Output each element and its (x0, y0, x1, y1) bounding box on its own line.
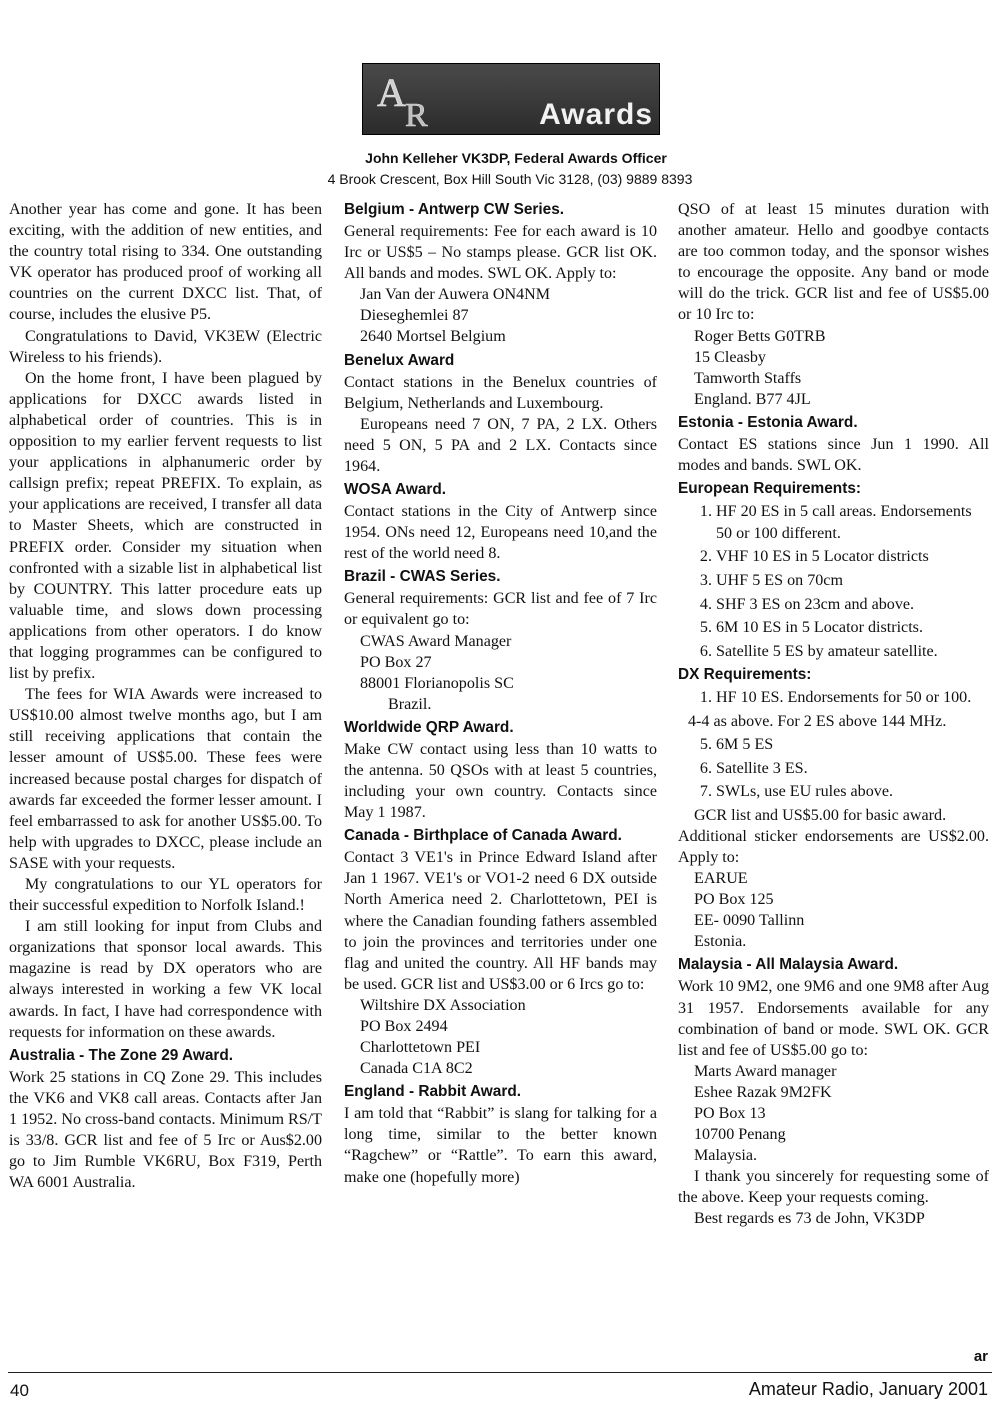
paragraph: Work 25 stations in CQ Zone 29. This includes the VK6 and VK8 call areas. Contacts after Jan 1 1952. No cross-band contacts. Minimum RS/T is 33/8. GCR list and fee of 5 Irc or Aus$2.00 go to Jim Rumble VK6RU, Box F319, Perth WA 6001 Australia. (9, 1068, 322, 1192)
magazine-issue: Amateur Radio, January 2001 (748, 1379, 988, 1399)
mailing-address (344, 995, 657, 1079)
address-line: Estonia. (694, 933, 747, 951)
mailing-address (344, 631, 657, 715)
footer-divider (8, 1372, 992, 1373)
award-heading: Canada - Birthplace of Canada Award. (344, 827, 622, 845)
paragraph: Work 10 9M2, one 9M6 and one 9M8 after Aug 31 1957. Endorsements available for any combination of band or mode. SWL OK. GCR list and fee of US$5.00 go to: (678, 978, 989, 1059)
address-line: Marts Award manager (694, 1062, 837, 1080)
address-line: 10700 Penang (694, 1126, 786, 1144)
page-number: 40 (10, 1381, 29, 1400)
svg-text:A: A (377, 70, 406, 115)
list-item: 7. SWLs, use EU rules above. (716, 781, 989, 803)
paragraph: Contact stations in the City of Antwerp since 1954. ONs need 12, Europeans need 10,and the rest of the world need 8. (344, 503, 657, 563)
address-line: EE- 0090 Tallinn (694, 912, 805, 930)
dx-requirements-list (678, 687, 989, 709)
address-line: PO Box 13 (694, 1104, 766, 1122)
mailing-address (678, 1061, 989, 1166)
award-heading: WOSA Award. (344, 481, 447, 499)
address-line: Roger Betts G0TRB (694, 327, 826, 345)
paragraph: The fees for WIA Awards were increased to US$10.00 almost twelve months ago, but I am still receiving applications that contain the lesser amount of US$5.00. These fees were increased because postal charges for dispatch of awards far exceeded the former lesser amount. I feel embarrassed to ask for another US$5.00. To help with upgrades to DXCC, please include an SASE with your requests. (9, 686, 322, 872)
paragraph: I am told that “Rabbit” is slang for talking for a long time, similar to the better known “Ragchew” or “Rattle”. To earn this award, make one (hopefully more) (344, 1105, 657, 1186)
address-line: 88001 Florianopolis SC (360, 674, 514, 692)
award-heading: England - Rabbit Award. (344, 1083, 521, 1101)
paragraph: On the home front, I have been plagued by applications for DXCC awards listed in alphabetical order of countries. This is in opposition to my earlier fervent requests to list your applications in alphanumeric order by callsign prefix; repeat PREFIX. To explain, as your applications are received, I transfer all data to Master Sheets, which are constructed in PREFIX order. Consider my situation when confronted with a sizable list in alphabetical list by COUNTRY. This latter procedure eats up valuable time, and slows down processing applications from other operators. I do know that logging programmes can be configured to list by prefix. (9, 369, 322, 683)
address-line: Charlottetown PEI (360, 1039, 481, 1057)
address-line: Wiltshire DX Association (360, 996, 526, 1014)
address-line: PO Box 2494 (360, 1018, 448, 1035)
address-line: EARUE (694, 870, 748, 888)
mailing-address (678, 868, 989, 952)
address-line: PO Box 27 (360, 653, 432, 671)
list-item: 6. Satellite 5 ES by amateur satellite. (716, 641, 989, 663)
address-line: Dieseghemlei 87 (360, 307, 469, 325)
list-item: 5. 6M 5 ES (716, 734, 989, 756)
mailing-address (678, 326, 989, 410)
award-heading: Worldwide QRP Award. (344, 718, 514, 736)
award-heading: Brazil - CWAS Series. (344, 568, 501, 586)
list-item: 2. VHF 10 ES in 5 Locator districts (716, 546, 989, 568)
author-address: 4 Brook Crescent, Box Hill South Vic 3128, (03) 9889 8393 (327, 171, 693, 187)
paragraph: I thank you sincerely for requesting some of the above. Keep your requests coming. (678, 1168, 989, 1207)
address-line: Eshee Razak 9M2FK (694, 1083, 832, 1101)
list-item: 5. 6M 10 ES in 5 Locator districts. (716, 617, 989, 639)
paragraph: GCR list and US$5.00 for basic award. (694, 806, 947, 824)
address-line: 15 Cleasby (694, 348, 766, 366)
ar-monogram-icon (371, 64, 451, 134)
award-heading: Estonia - Estonia Award. (678, 413, 858, 431)
award-heading: Malaysia - All Malaysia Award. (678, 956, 899, 974)
svg-text:R: R (405, 97, 428, 134)
paragraph: 4-4 as above. For 2 ES above 144 MHz. (688, 712, 947, 730)
author-byline: John Kelleher VK3DP, Federal Awards Officer (365, 150, 667, 166)
list-item: 4. SHF 3 ES on 23cm and above. (716, 594, 989, 616)
paragraph: Europeans need 7 ON, 7 PA, 2 LX. Others need 5 ON, 5 PA and 2 LX. Contacts since 1964. (344, 415, 657, 475)
address-line: Canada C1A 8C2 (360, 1060, 473, 1078)
column-2 (344, 199, 657, 1188)
award-heading: Australia - The Zone 29 Award. (9, 1046, 234, 1064)
paragraph: Another year has come and gone. It has been exciting, with the addition of new entities, and the country total rising to 334. One outstanding VK operator has produced proof of working all countries on the current DXCC list. That, of course, includes the elusive P5. (9, 201, 322, 324)
european-requirements-list (678, 501, 989, 662)
address-line: Jan Van der Auwera ON4NM (360, 286, 551, 304)
list-item: 6. Satellite 3 ES. (716, 758, 989, 780)
paragraph: General requirements: Fee for each award is 10 Irc or US$5 – No stamps please. GCR list OK. All bands and modes. SWL OK. Apply to: (344, 223, 657, 283)
paragraph: Contact 3 VE1's in Prince Edward Island after Jan 1 1967. VE1's or VO1-2 need 6 DX outside North America need 2. Charlottetown, PEI is where the Canadian founding fathers assembled to join the provinces and territories under one flag and united the country. All HF bands may be used. GCR list and US$3.00 or 6 Ircs go to: (344, 849, 657, 993)
paragraph: Make CW contact using less than 10 watts to the antenna. 50 QSOs with at least 5 countries, including your own country. Contacts since May 1 1987. (344, 740, 657, 822)
paragraph: General requirements: GCR list and fee of 7 Irc or equivalent go to: (344, 590, 657, 629)
award-heading: Benelux Award (344, 351, 455, 369)
award-heading: Belgium - Antwerp CW Series. (344, 201, 565, 218)
list-item: 1. HF 20 ES in 5 call areas. Endorsements 50 or 100 different. (716, 501, 989, 544)
section-title: Awards (539, 98, 653, 131)
award-heading: European Requirements: (678, 480, 862, 498)
mailing-address (344, 284, 657, 347)
awards-logo (362, 63, 660, 135)
paragraph: I am still looking for input from Clubs and organizations that sponsor local awards. This magazine is read by DX operators who are always interested in working a few VK local awards. In fact, I have had correspondence with requests for information on these awards. (9, 918, 322, 1041)
address-line: 2640 Mortsel Belgium (360, 328, 506, 346)
address-line: England. B77 4JL (694, 390, 811, 408)
list-item: 3. UHF 5 ES on 70cm (716, 570, 989, 592)
address-line: Tamworth Staffs (694, 369, 802, 387)
column-1 (9, 199, 322, 1193)
paragraph: Contact ES stations since Jun 1 1990. All modes and bands. SWL OK. (678, 435, 989, 475)
address-line: Brazil. (388, 695, 432, 713)
paragraph: My congratulations to our YL operators for their successful expedition to Norfolk Island.! (9, 876, 322, 915)
paragraph: Contact stations in the Benelux countries of Belgium, Netherlands and Luxembourg. (344, 373, 657, 412)
address-line: CWAS Award Manager (360, 632, 512, 650)
address-line: PO Box 125 (694, 891, 774, 909)
end-mark: ar (973, 1348, 988, 1365)
paragraph: QSO of at least 15 minutes duration with another amateur. Hello and goodbye contacts are too common today, and the sponsor wishes to encourage the opposite. Any band or mode will do the trick. GCR list and fee of US$5.00 or 10 Irc to: (678, 201, 989, 324)
paragraph: Congratulations to David, VK3EW (Electric Wireless to his friends). (9, 327, 322, 366)
dx-requirements-list-continued (678, 734, 989, 803)
award-heading: DX Requirements: (678, 666, 812, 684)
column-3 (678, 199, 989, 1230)
sign-off: Best regards es 73 de John, VK3DP (694, 1210, 925, 1228)
paragraph: Additional sticker endorsements are US$2.00. Apply to: (678, 827, 989, 866)
list-item: 1. HF 10 ES. Endorsements for 50 or 100. (716, 687, 989, 709)
address-line: Malaysia. (694, 1147, 758, 1165)
